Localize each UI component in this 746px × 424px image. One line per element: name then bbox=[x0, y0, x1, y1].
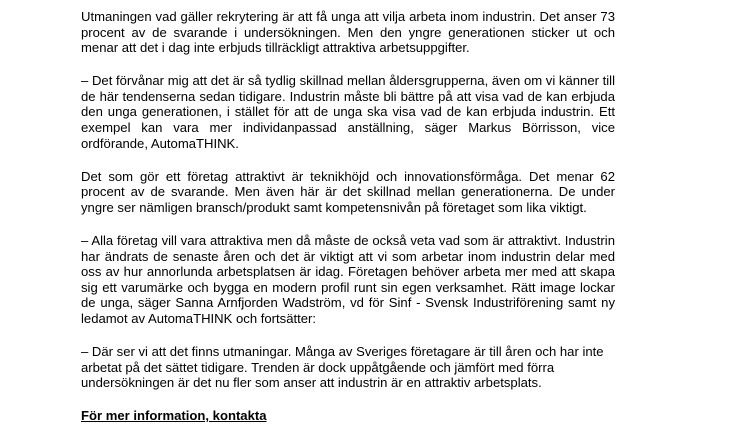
document-page bbox=[81, 9, 615, 424]
paragraph-attractive-company: Det som gör ett företag attraktivt är teknikhöjd och innovationsförmåga. Det menar 62 procent av de svarande. Men även här är det skillnad mellan generationerna. De under yngre ser nämligen bransch/produkt samt kompetensnivån på företaget som lika viktigt. bbox=[81, 168, 615, 215]
paragraph-challenges-continued: – Där ser vi att det finns utmaningar. Många av Sveriges företagare är till åren och har inte arbetat på det sättet tidigare. Trenden är dock uppåtgående och jämfört med förra undersökningen är det nu fler som anser att industrin är en attraktiv arbetsplats. bbox=[81, 344, 604, 391]
paragraph-quote-markus-borrisson: – Det förvånar mig att det är så tydlig skillnad mellan åldersgrupperna, även om vi känner till de här tendenserna sedan tidigare. Industrin måste bli bättre på att visa vad de kan erbjuda den unga generationen, i stället för att de unga ska visa vad de kan erbjuda industrin. Ett exempel kan vara mer individanpassad anställning, säger Markus Börrisson, vice ordförande, AutomaTHINK. bbox=[81, 73, 615, 151]
paragraph-quote-sanna-wadstrom: – Alla företag vill vara attraktiva men då måste de också veta vad som är attraktivt. Industrin har ändrats de senaste åren och det är viktigt att vi som arbetar inom industrin delar med oss av hur annorlunda arbetsplatsen är idag. Företagen behöver arbeta mer med att skapa sig ett varumärke och bygga en modern profil runt sin egen verksamhet. Rätt image lockar de unga, säger Sanna Arnfjorden Wadström, vd för Sinf - Svensk Industriförening samt ny ledamot av AutomaTHINK och fortsätter: bbox=[81, 233, 615, 326]
paragraph-recruitment-challenge: Utmaningen vad gäller rekrytering är att få unga att vilja arbeta inom industrin. Det anser 73 procent av de svarande i undersökningen. Men den yngre generationen sticker ut och menar att det i dag inte erbjuds tillräckligt attraktiva arbetsuppgifter. bbox=[81, 9, 615, 56]
contact-heading: För mer information, kontakta bbox=[81, 408, 267, 424]
